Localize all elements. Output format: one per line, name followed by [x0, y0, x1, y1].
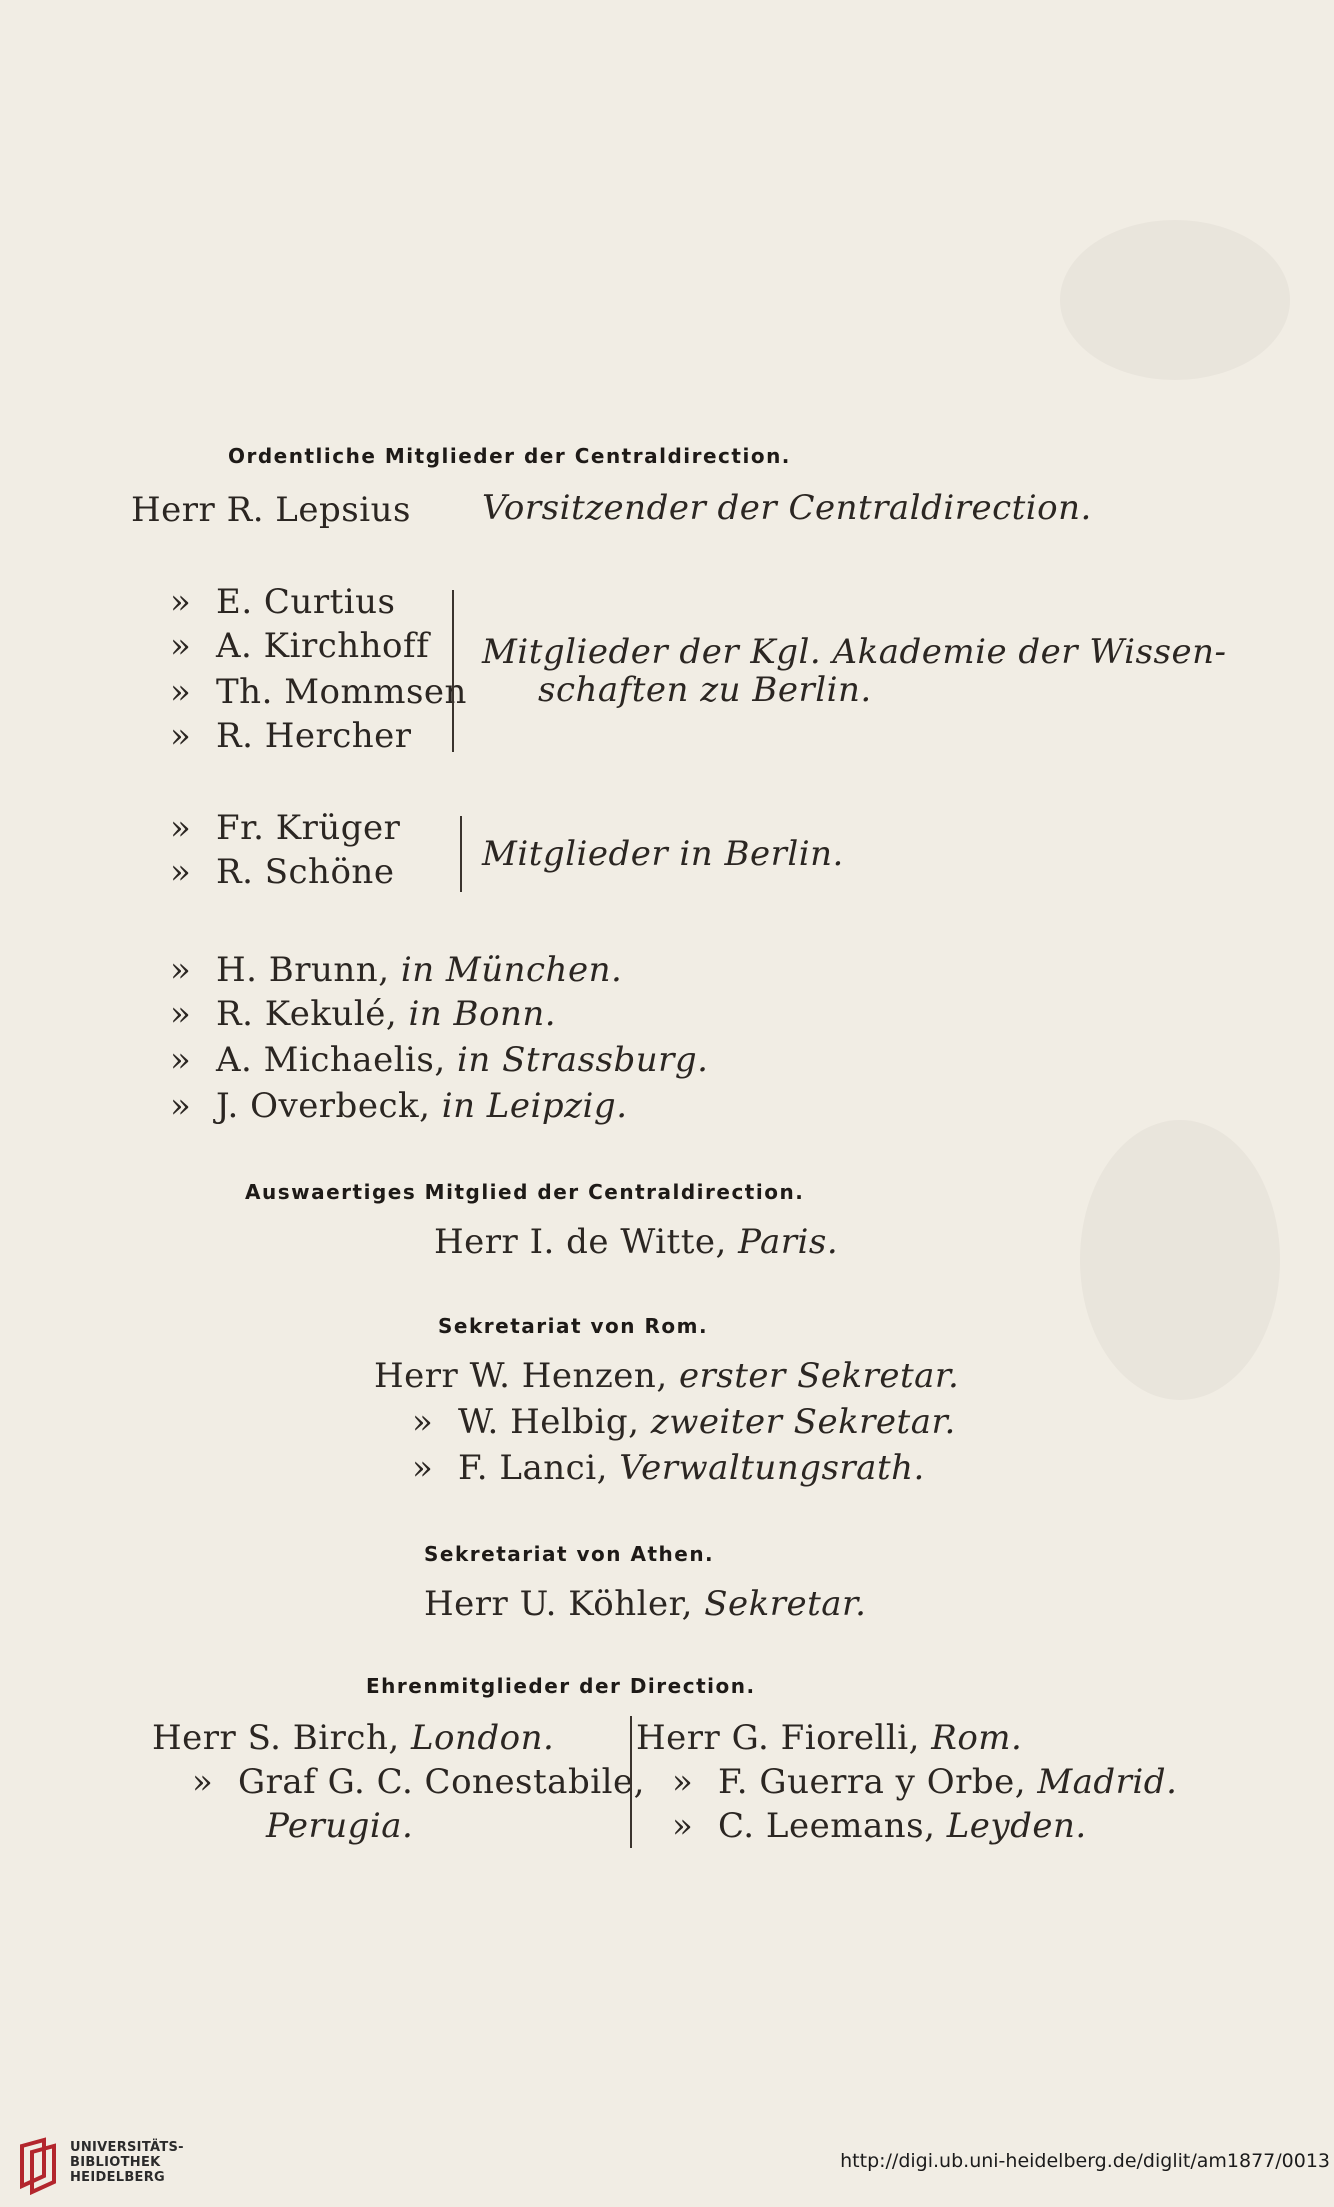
berlin-member-row	[170, 852, 394, 892]
member-name: A. Michaelis,	[216, 1040, 446, 1080]
member-name: R. Schöne	[216, 852, 395, 892]
academy-member-row	[170, 626, 429, 666]
member-place: London.	[410, 1718, 555, 1758]
member-role: zweiter Sekretar.	[650, 1402, 956, 1442]
other-member-row	[170, 1086, 628, 1126]
member-name: J. Overbeck,	[216, 1086, 431, 1126]
member-name: Graf G. C. Conestabile,	[238, 1762, 645, 1802]
heading-honorary: Ehrenmitglieder der Direction.	[366, 1674, 756, 1698]
member-name: Th. Mommsen	[216, 672, 467, 712]
member-place: Madrid.	[1037, 1762, 1178, 1802]
ditto-mark: »	[170, 1040, 192, 1080]
member-name: C. Leemans,	[718, 1806, 936, 1846]
ditto-mark: »	[170, 716, 192, 756]
member-place: Rom.	[931, 1718, 1023, 1758]
rome-row	[412, 1402, 956, 1442]
member-place: in Leipzig.	[441, 1086, 628, 1126]
member-name: R. Hercher	[216, 716, 412, 756]
ditto-mark: »	[170, 582, 192, 622]
academy-note-line1: Mitglieder der Kgl. Akademie der Wissen-	[482, 632, 1227, 672]
member-role: Verwaltungsrath.	[619, 1448, 925, 1488]
brace-berlin	[460, 816, 462, 892]
heading-athens: Sekretariat von Athen.	[424, 1542, 715, 1566]
member-name: F. Guerra y Orbe,	[718, 1762, 1027, 1802]
row-prefix: »	[412, 1448, 434, 1488]
ditto-mark: »	[170, 994, 192, 1034]
rome-row	[412, 1448, 925, 1488]
heading-rome: Sekretariat von Rom.	[438, 1314, 709, 1338]
row-prefix: »	[412, 1402, 434, 1442]
row-prefix: »	[672, 1806, 694, 1846]
member-place: Paris.	[738, 1222, 839, 1262]
ditto-mark: »	[170, 1086, 192, 1126]
source-url[interactable]: http://digi.ub.uni-heidelberg.de/diglit/am1877/0013	[840, 2150, 1330, 2172]
row-prefix: »	[672, 1762, 694, 1802]
logo-line: UNIVERSITÄTS-	[70, 2140, 184, 2155]
member-name: W. Henzen,	[469, 1356, 668, 1396]
member-role: Sekretar.	[704, 1584, 867, 1624]
other-member-row	[170, 950, 622, 990]
berlin-member-row	[170, 808, 400, 848]
honorary-left-row	[192, 1762, 645, 1802]
member-place: in Bonn.	[408, 994, 557, 1034]
column-divider	[630, 1716, 632, 1848]
rome-row	[374, 1356, 959, 1396]
athens-row	[424, 1584, 866, 1624]
member-name: G. Fiorelli,	[731, 1718, 920, 1758]
other-member-row	[170, 994, 556, 1034]
ditto-mark: »	[170, 950, 192, 990]
member-name: A. Kirchhoff	[216, 626, 430, 666]
honorary-right-row	[636, 1718, 1022, 1758]
ditto-mark: »	[170, 626, 192, 666]
member-name: Fr. Krüger	[216, 808, 401, 848]
logo-line: HEIDELBERG	[70, 2170, 166, 2185]
ditto-mark: »	[170, 808, 192, 848]
other-member-row	[170, 1040, 708, 1080]
chair-name: R. Lepsius	[226, 490, 411, 530]
row-prefix: »	[192, 1762, 214, 1802]
chair-prefix: Herr	[131, 490, 216, 530]
berlin-note: Mitglieder in Berlin.	[482, 834, 844, 874]
member-name: Herr U. Köhler,	[424, 1584, 693, 1624]
ditto-mark: »	[170, 672, 192, 712]
honorary-left-place: Perugia.	[266, 1806, 414, 1846]
member-name: Herr I. de Witte,	[434, 1222, 727, 1262]
member-place: Leyden.	[946, 1806, 1087, 1846]
academy-member-row	[170, 672, 467, 712]
chair-row	[131, 490, 411, 530]
row-prefix: Herr	[374, 1356, 459, 1396]
honorary-right-row	[672, 1806, 1087, 1846]
library-logo-text	[70, 2140, 184, 2185]
row-prefix: Herr	[152, 1718, 237, 1758]
row-prefix: Herr	[636, 1718, 721, 1758]
bleed-through	[1080, 1120, 1280, 1400]
ditto-mark: »	[170, 852, 192, 892]
member-name: S. Birch,	[247, 1718, 400, 1758]
chair-role: Vorsitzender der Centraldirection.	[482, 488, 1092, 528]
member-place: in München.	[400, 950, 623, 990]
member-name: R. Kekulé,	[216, 994, 398, 1034]
logo-line: BIBLIOTHEK	[70, 2155, 161, 2170]
member-name: W. Helbig,	[458, 1402, 640, 1442]
heading-foreign: Auswaertiges Mitglied der Centraldirection.	[245, 1180, 805, 1204]
bleed-through	[1060, 220, 1290, 380]
heading-central: Ordentliche Mitglieder der Centraldirection.	[228, 444, 791, 468]
honorary-right-row	[672, 1762, 1177, 1802]
member-role: erster Sekretar.	[678, 1356, 960, 1396]
academy-note-line2: schaften zu Berlin.	[538, 670, 872, 710]
member-name: E. Curtius	[216, 582, 396, 622]
member-place: in Strassburg.	[457, 1040, 709, 1080]
academy-member-row	[170, 582, 395, 622]
member-name: F. Lanci,	[458, 1448, 608, 1488]
brace-academy	[452, 590, 454, 752]
academy-member-row	[170, 716, 412, 756]
honorary-left-row	[152, 1718, 554, 1758]
member-name: H. Brunn,	[216, 950, 390, 990]
foreign-member-row	[434, 1222, 838, 1262]
